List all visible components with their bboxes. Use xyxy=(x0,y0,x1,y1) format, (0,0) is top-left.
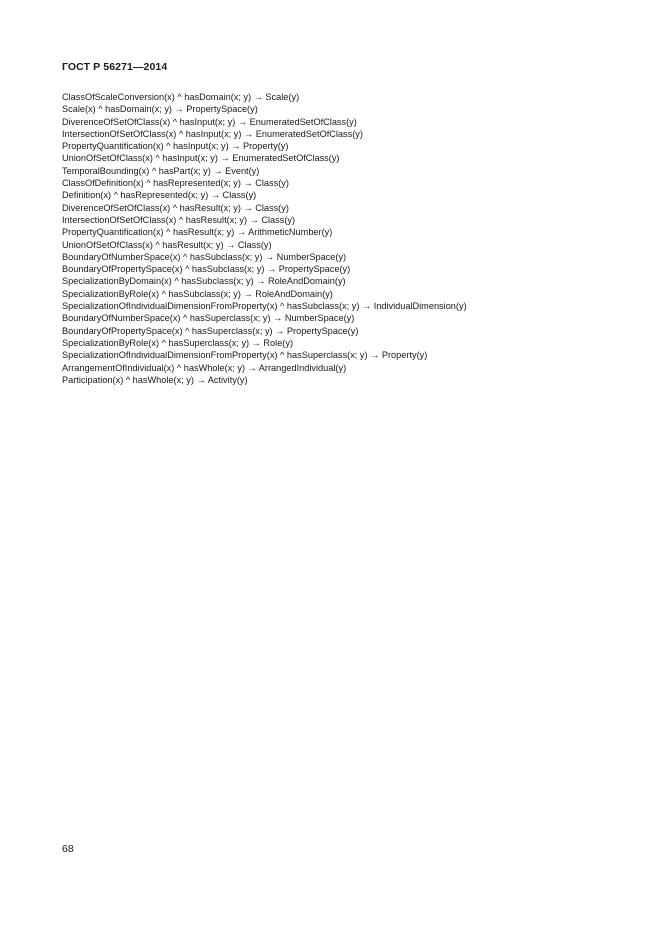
rule-line: SpecializationByDomain(x) ^ hasSubclass(x; y) → RoleAndDomain(y) xyxy=(62,276,346,287)
rule-line: ArrangementOfIndividual(x) ^ hasWhole(x; y) → ArrangedIndividual(y) xyxy=(62,362,347,373)
rule-line: BoundaryOfPropertySpace(x) ^ hasSuperclass(x; y) → PropertySpace(y) xyxy=(62,325,359,336)
rule-line: PropertyQuantification(x) ^ hasInput(x; y) → Property(y) xyxy=(62,141,289,152)
rule-line: DiverenceOfSetOfClass(x) ^ hasResult(x; y) → Class(y) xyxy=(62,202,289,213)
rule-line: ClassOfDefinition(x) ^ hasRepresented(x; y) → Class(y) xyxy=(62,178,289,189)
rules-list xyxy=(62,91,622,386)
rule-line: BoundaryOfPropertySpace(x) ^ hasSubclass(x; y) → PropertySpace(y) xyxy=(62,264,351,275)
rule-line: IntersectionOfSetOfClass(x) ^ hasInput(x; y) → EnumeratedSetOfClass(y) xyxy=(62,128,363,139)
rule-line: SpecializationByRole(x) ^ hasSuperclass(x; y) → Role(y) xyxy=(62,337,294,348)
rule-line: UnionOfSetOfClass(x) ^ hasResult(x; y) → Class(y) xyxy=(62,239,272,250)
rule-line: UnionOfSetOfClass(x) ^ hasInput(x; y) → EnumeratedSetOfClass(y) xyxy=(62,153,340,164)
rule-line: BoundaryOfNumberSpace(x) ^ hasSubclass(x; y) → NumberSpace(y) xyxy=(62,251,347,262)
rule-line: Scale(x) ^ hasDomain(x; y) → PropertySpace(y) xyxy=(62,104,258,115)
page-header: ГОСТ Р 56271—2014 xyxy=(62,61,168,73)
page-number: 68 xyxy=(62,843,74,855)
rule-line: SpecializationOfIndividualDimensionFromProperty(x) ^ hasSubclass(x; y) → IndividualDimension(y) xyxy=(62,301,467,312)
rule-line: Definition(x) ^ hasRepresented(x; y) → Class(y) xyxy=(62,190,257,201)
rule-line: BoundaryOfNumberSpace(x) ^ hasSuperclass(x; y) → NumberSpace(y) xyxy=(62,313,355,324)
rule-line: DiverenceOfSetOfClass(x) ^ hasInput(x; y) → EnumeratedSetOfClass(y) xyxy=(62,116,357,127)
rule-line: SpecializationByRole(x) ^ hasSubclass(x; y) → RoleAndDomain(y) xyxy=(62,288,333,299)
rule-line: SpecializationOfIndividualDimensionFromProperty(x) ^ hasSuperclass(x; y) → Property(y) xyxy=(62,350,428,361)
rule-line: IntersectionOfSetOfClass(x) ^ hasResult(x; y) → Class(y) xyxy=(62,214,296,225)
rule-line: ClassOfScaleConversion(x) ^ hasDomain(x; y) → Scale(y) xyxy=(62,92,300,102)
rule-line: Participation(x) ^ hasWhole(x; y) → Activity(y) xyxy=(62,374,248,385)
rule-line: TemporalBounding(x) ^ hasPart(x; y) → Event(y) xyxy=(62,165,260,176)
rule-line: PropertyQuantification(x) ^ hasResult(x; y) → ArithmeticNumber(y) xyxy=(62,227,333,238)
